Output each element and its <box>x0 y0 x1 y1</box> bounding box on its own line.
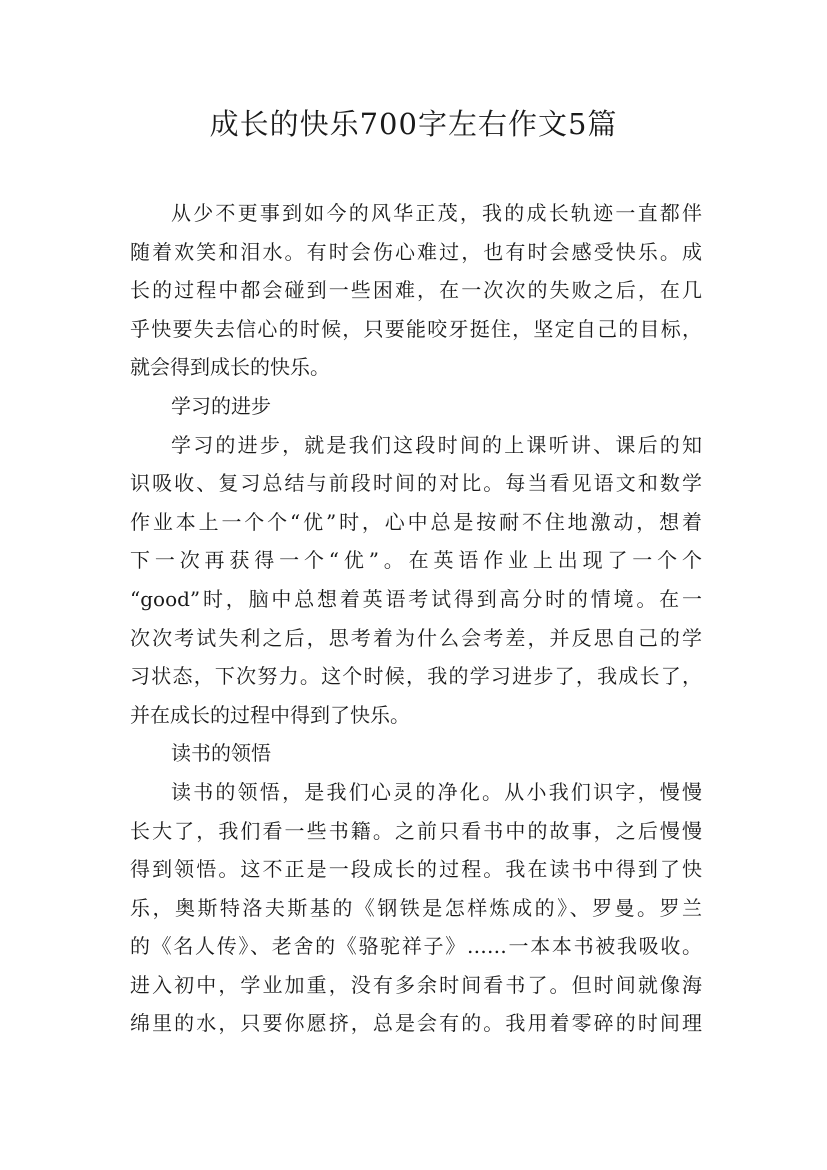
text-line: 随着欢笑和泪水。有时会伤心难过，也有时会感受快乐。成 <box>130 239 702 264</box>
text-line: 习状态，下次努力。这个时候，我的学习进步了，我成长了， <box>130 664 702 689</box>
text-line: 识吸收、复习总结与前段时间的对比。每当看见语文和数学 <box>130 471 702 496</box>
text-line: 得到领悟。这不正是一段成长的过程。我在读书中得到了快 <box>130 857 702 882</box>
text-line: 学习的进步 <box>171 393 271 418</box>
document-title: 成长的快乐700字左右作文5篇 <box>209 107 618 141</box>
text-line: 长的过程中都会碰到一些困难，在一次次的失败之后，在几 <box>130 278 702 303</box>
text-line: 下一次再获得一个“优”。在英语作业上出现了一个个 <box>130 548 702 573</box>
text-line: 绵里的水，只要你愿挤，总是会有的。我用着零碎的时间理 <box>130 1011 702 1036</box>
text-line: 进入初中，学业加重，没有多余时间看书了。但时间就像海 <box>130 972 702 997</box>
text-line: 作业本上一个个“优”时，心中总是按耐不住地激动，想着 <box>130 509 702 534</box>
text-line: 读书的领悟 <box>171 741 271 766</box>
text-line: 学习的进步，就是我们这段时间的上课听讲、课后的知 <box>171 432 702 457</box>
text-line: 次次考试失利之后，思考着为什么会考差，并反思自己的学 <box>130 625 702 650</box>
text-line: 并在成长的过程中得到了快乐。 <box>130 702 410 727</box>
text-line: 的《名人传》、老舍的《骆驼祥子》……一本本书被我吸收。 <box>130 934 702 959</box>
text-line: 就会得到成长的快乐。 <box>130 355 330 380</box>
text-line: 从少不更事到如今的风华正茂，我的成长轨迹一直都伴 <box>171 201 702 225</box>
text-line: 读书的领悟，是我们心灵的净化。从小我们识字，慢慢 <box>171 779 702 804</box>
text-line: 乐，奥斯特洛夫斯基的《钢铁是怎样炼成的》、罗曼。罗兰 <box>130 895 702 920</box>
text-line: “good”时，脑中总想着英语考试得到高分时的情境。在一 <box>130 586 702 611</box>
document-body <box>130 194 702 1043</box>
text-line: 乎快要失去信心的时候，只要能咬牙挺住，坚定自己的目标， <box>130 316 702 341</box>
text-line: 长大了，我们看一些书籍。之前只看书中的故事，之后慢慢 <box>130 818 702 843</box>
